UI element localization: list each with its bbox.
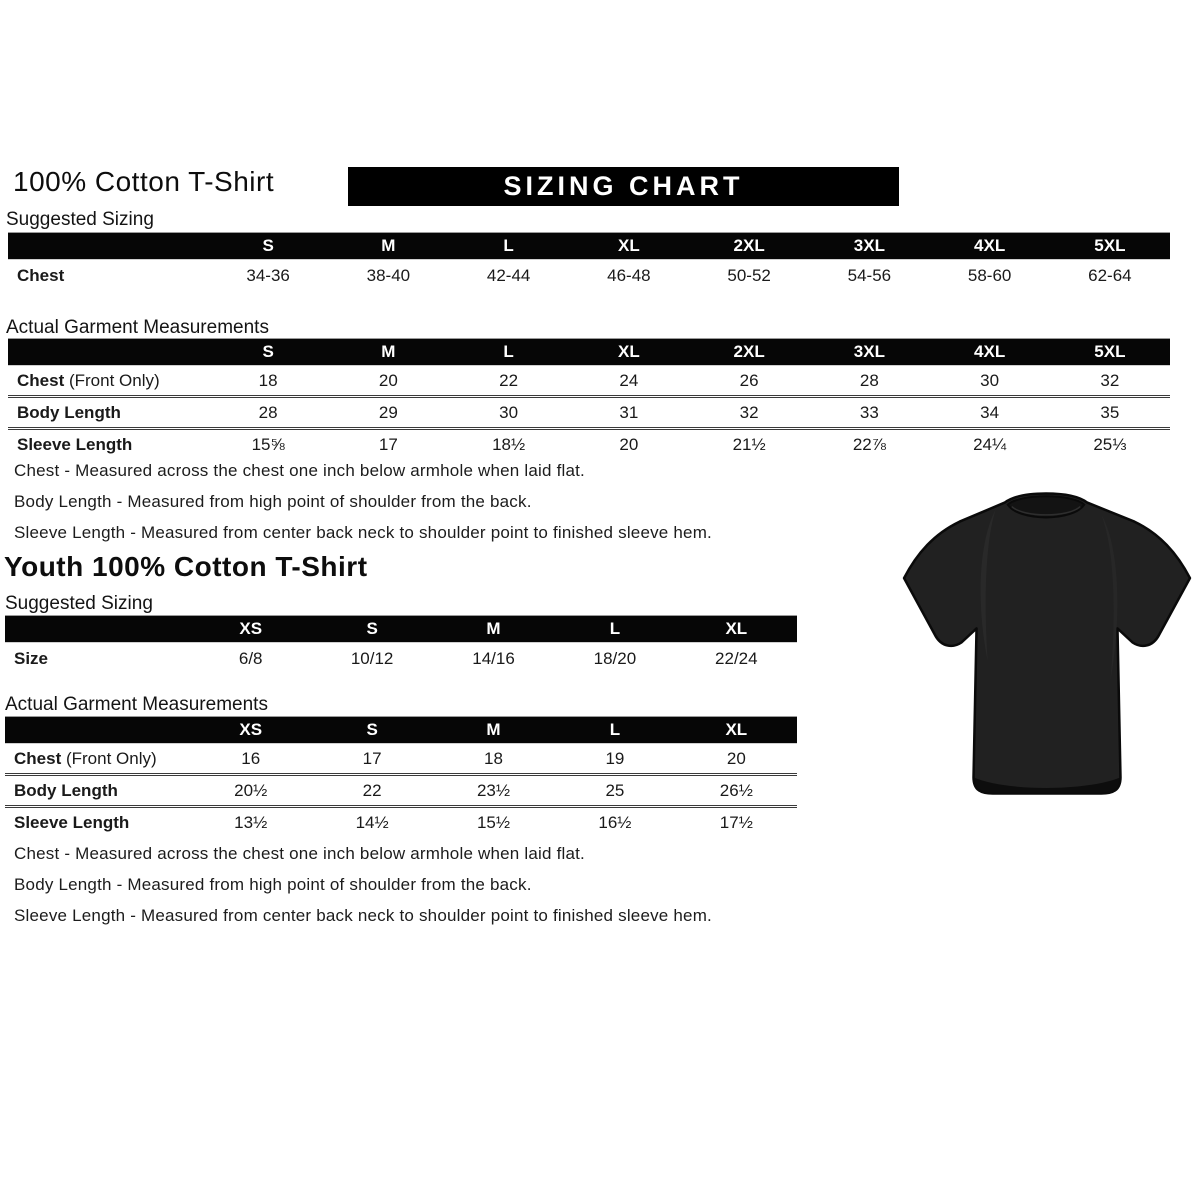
- youth-actual-table-row-0-cell-2: 18: [484, 748, 503, 768]
- youth-suggested-table-row-0-cell-4: 22/24: [715, 648, 758, 668]
- adult-suggested-table-row-0-label: [8, 266, 208, 286]
- adult-actual-table-row-1-label-text: Body Length: [17, 402, 121, 422]
- adult-actual-table-row-1-label: [8, 403, 208, 423]
- adult-suggested-table-col-l: L: [503, 236, 514, 255]
- adult-actual-table-row-1-cell-0: 28: [258, 402, 278, 422]
- youth-suggested-table-col-l: L: [609, 619, 621, 638]
- adult-actual-table-row-0-cell-2: 22: [499, 370, 519, 390]
- youth-actual-table-row-2-cell-1: 14½: [355, 812, 389, 832]
- youth-actual-table-row-0-cell-1: 17: [362, 748, 382, 768]
- adult-suggested-table-row-0-cell-7: 62-64: [1088, 265, 1132, 285]
- adult-actual-table-row-0: [8, 365, 1170, 395]
- adult-actual-table-col-4xl: 4XL: [974, 342, 1006, 361]
- adult-actual-table-row-2-label-text: Sleeve Length: [17, 434, 133, 454]
- adult-actual-table-row-0-cell-3: 24: [619, 370, 639, 390]
- adult-actual-table-col-2xl: 2XL: [733, 342, 765, 361]
- youth-suggested-table-row-0-cell-1: 10/12: [350, 648, 394, 668]
- youth-actual-table-row-0-cell-3: 19: [605, 748, 625, 768]
- youth-actual-table-row-1-cell-3: 25: [605, 780, 625, 800]
- adult-notes: [14, 461, 712, 554]
- youth-suggested-table-col-xs: XS: [239, 619, 263, 638]
- youth-suggested-table-row-0-label-text: Size: [14, 648, 49, 668]
- youth-title: Youth 100% Cotton T-Shirt: [4, 551, 368, 582]
- adult-suggested-table-col-s: S: [262, 236, 274, 255]
- adult-suggested-table-row-0-cell-4: 50-52: [727, 265, 771, 285]
- sizing-chart-banner-text: SIZING CHART: [503, 171, 744, 201]
- adult-suggested-table-row-0-cell-3: 46-48: [607, 265, 651, 285]
- youth-actual-table: [5, 716, 797, 837]
- adult-suggested-table-row-0-cell-2: 42-44: [486, 265, 531, 285]
- youth-actual-measurements-label: Actual Garment Measurements: [5, 694, 268, 715]
- adult-actual-table-header-row: [8, 338, 1170, 365]
- youth-actual-table-row-0-cell-4: 20: [726, 748, 746, 768]
- black-tshirt-image: [895, 478, 1197, 803]
- youth-note-sleeve: Sleeve Length - Measured from center back neck to shoulder point to finished sleeve hem.: [14, 906, 712, 925]
- adult-suggested-table-col-m: M: [381, 236, 396, 255]
- adult-note-chest: Chest - Measured across the chest one inch below armhole when laid flat.: [14, 461, 585, 480]
- youth-note-chest: Chest - Measured across the chest one inch below armhole when laid flat.: [14, 844, 585, 863]
- adult-suggested-table-header-row: [8, 232, 1170, 259]
- adult-suggested-table-col-2xl: 2XL: [733, 236, 765, 255]
- youth-actual-table-header-row: [5, 716, 797, 743]
- adult-suggested-table-col-3xl: 3XL: [853, 236, 885, 255]
- adult-actual-table-row-0-label-text: Chest: [17, 370, 65, 390]
- youth-actual-table-col-xl: XL: [725, 720, 748, 739]
- adult-suggested-table-row-0-cell-0: 34-36: [246, 265, 290, 285]
- youth-actual-table-col-xs: XS: [239, 720, 263, 739]
- adult-actual-table-row-0-label: [8, 371, 208, 391]
- youth-actual-table-col-l: L: [609, 720, 621, 739]
- adult-actual-table-row-0-cell-5: 28: [859, 370, 879, 390]
- adult-actual-table: [8, 338, 1170, 459]
- youth-actual-table-row-1-cell-2: 23½: [476, 780, 511, 800]
- adult-actual-table-row-0-cell-6: 30: [980, 370, 1000, 390]
- youth-actual-table-row-0-label-suffix: (Front Only): [61, 748, 157, 768]
- youth-actual-table-row-1-label-text: Body Length: [14, 780, 118, 800]
- adult-actual-table-row-2-cell-0: 15⅝: [251, 434, 285, 454]
- youth-suggested-table-row-0-cell-2: 14/16: [472, 648, 515, 668]
- adult-actual-table-col-l: L: [503, 342, 514, 361]
- youth-actual-table-row-2-cell-2: 15½: [476, 812, 511, 832]
- adult-actual-table-row-2-cell-4: 21½: [732, 434, 766, 454]
- adult-note-body: Body Length - Measured from high point of shoulder from the back.: [14, 492, 532, 511]
- adult-suggested-table-col-5xl: 5XL: [1094, 236, 1126, 255]
- adult-actual-table-row-1-cell-3: 31: [619, 402, 639, 422]
- youth-actual-table-row-2-label-text: Sleeve Length: [14, 812, 130, 832]
- adult-actual-table-col-m: M: [381, 342, 396, 361]
- youth-suggested-table-col-s: S: [366, 619, 378, 638]
- youth-suggested-table-row-0-cell-0: 6/8: [238, 648, 263, 668]
- adult-actual-table-row-0-label-suffix: (Front Only): [64, 370, 160, 390]
- adult-actual-table-row-1-cell-4: 32: [739, 402, 759, 422]
- sizing-chart-banner: [348, 167, 899, 206]
- adult-suggested-table-row-0-cell-5: 54-56: [847, 265, 892, 285]
- youth-actual-table-row-1: [5, 773, 797, 805]
- adult-actual-table-row-0-cell-7: 32: [1100, 370, 1120, 390]
- adult-suggested-table: [8, 232, 1170, 291]
- youth-actual-table-row-1-cell-4: 26½: [719, 780, 753, 800]
- page-title: 100% Cotton T-Shirt: [13, 166, 275, 197]
- tshirt-body-shape: [904, 494, 1190, 794]
- adult-actual-table-row-1-cell-1: 29: [378, 402, 398, 422]
- youth-actual-table-row-1-label: [5, 781, 190, 801]
- youth-suggested-sizing-label: Suggested Sizing: [5, 593, 153, 614]
- adult-suggested-table-col-xl: XL: [618, 236, 640, 255]
- youth-actual-table-row-2-label: [5, 813, 190, 833]
- youth-actual-table-col-s: S: [366, 720, 378, 739]
- adult-actual-table-row-2-cell-6: 24¼: [973, 434, 1007, 454]
- youth-suggested-table-col-xl: XL: [725, 619, 748, 638]
- youth-suggested-table: [5, 615, 797, 674]
- adult-actual-table-row-2-label: [8, 435, 208, 455]
- youth-actual-table-row-2-cell-0: 13½: [234, 812, 268, 832]
- adult-note-sleeve: Sleeve Length - Measured from center back neck to shoulder point to finished sleeve hem.: [14, 523, 712, 542]
- adult-actual-table-col-3xl: 3XL: [853, 342, 885, 361]
- adult-suggested-table-row-0-cell-6: 58-60: [967, 265, 1012, 285]
- youth-suggested-table-row-0: [5, 642, 797, 674]
- adult-actual-table-row-0-cell-0: 18: [258, 370, 278, 390]
- adult-actual-table-row-1-cell-2: 30: [499, 402, 519, 422]
- adult-actual-table-row-0-cell-1: 20: [378, 370, 398, 390]
- youth-actual-table-row-1-cell-1: 22: [362, 780, 382, 800]
- youth-actual-table-row-0: [5, 743, 797, 773]
- adult-suggested-sizing-label: Suggested Sizing: [6, 209, 154, 230]
- adult-actual-table-col-s: S: [262, 342, 274, 361]
- youth-actual-table-row-0-cell-0: 16: [241, 748, 261, 768]
- adult-actual-table-row-1-cell-7: 35: [1100, 402, 1120, 422]
- adult-suggested-table-row-0: [8, 259, 1170, 291]
- adult-actual-table-col-xl: XL: [618, 342, 640, 361]
- youth-suggested-table-header-row: [5, 615, 797, 642]
- youth-actual-table-row-2: [5, 805, 797, 837]
- youth-actual-table-col-m: M: [486, 720, 501, 739]
- adult-actual-table-row-1-cell-5: 33: [859, 402, 879, 422]
- adult-actual-table-row-2: [8, 427, 1170, 459]
- youth-suggested-table-col-m: M: [486, 619, 501, 638]
- youth-suggested-table-row-0-label: [5, 649, 190, 669]
- adult-actual-table-row-2-cell-5: 22⅞: [852, 434, 886, 454]
- adult-actual-table-row-2-cell-1: 17: [378, 434, 398, 454]
- youth-notes: [14, 844, 712, 937]
- black-tshirt-graphic: [895, 478, 1197, 803]
- adult-actual-table-col-5xl: 5XL: [1094, 342, 1126, 361]
- adult-actual-table-row-0-cell-4: 26: [739, 370, 759, 390]
- youth-actual-table-row-2-cell-3: 16½: [598, 812, 632, 832]
- youth-actual-table-row-0-label: [5, 749, 190, 769]
- adult-actual-table-row-2-cell-3: 20: [619, 434, 639, 454]
- youth-actual-table-row-0-label-text: Chest: [14, 748, 62, 768]
- youth-note-body: Body Length - Measured from high point of shoulder from the back.: [14, 875, 532, 894]
- adult-actual-measurements-label: Actual Garment Measurements: [6, 317, 269, 338]
- youth-actual-table-row-2-cell-4: 17½: [719, 812, 753, 832]
- adult-actual-table-row-2-cell-7: 25⅓: [1093, 434, 1127, 454]
- youth-suggested-table-row-0-cell-3: 18/20: [593, 648, 637, 668]
- adult-actual-table-row-2-cell-2: 18½: [492, 434, 526, 454]
- adult-suggested-table-row-0-label-text: Chest: [17, 265, 65, 285]
- adult-suggested-table-row-0-cell-1: 38-40: [366, 265, 411, 285]
- adult-actual-table-row-1: [8, 395, 1170, 427]
- adult-actual-table-row-1-cell-6: 34: [980, 402, 1000, 422]
- adult-suggested-table-col-4xl: 4XL: [974, 236, 1006, 255]
- youth-actual-table-row-1-cell-0: 20½: [234, 780, 268, 800]
